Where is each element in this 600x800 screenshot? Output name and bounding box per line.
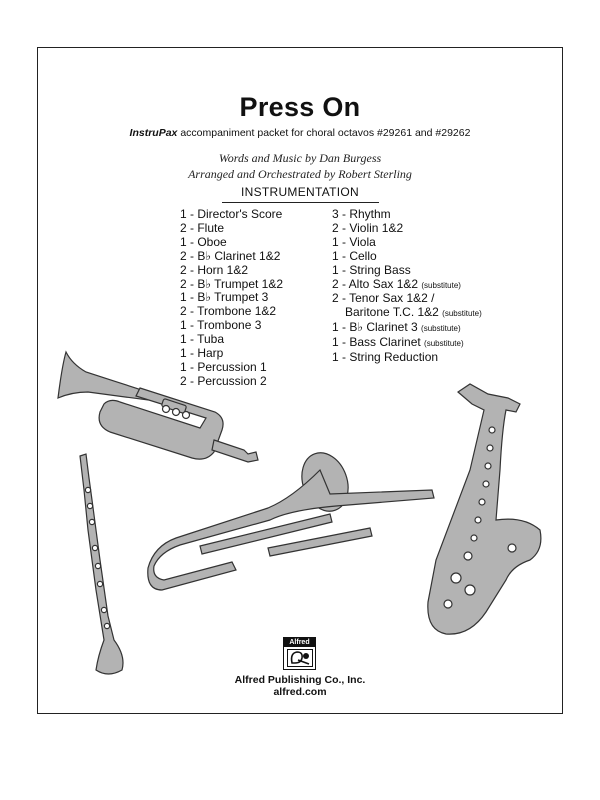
instrument-part: 2 - Tenor Sax 1&2 / <box>332 291 435 306</box>
instrument-part: 1 - B♭ Clarinet 3 <box>332 320 422 335</box>
instrument-part: Baritone T.C. 1&2 <box>345 305 443 320</box>
instrument-part: 1 - Oboe <box>180 234 227 249</box>
instrumentation-heading: INSTRUMENTATION <box>240 185 360 199</box>
instrument-part: 2 - Violin 1&2 <box>332 220 404 235</box>
instrument-part: 1 - Harp <box>180 346 224 361</box>
subtitle-text: accompaniment packet for choral octavos #29261 and #29262 <box>177 127 471 139</box>
instrument-part: 1 - Cello <box>332 248 377 263</box>
credits-arranged: Arranged and Orchestrated by Robert Sterling <box>188 167 412 181</box>
instrument-part: 3 - Rhythm <box>332 207 391 221</box>
trombone-icon <box>148 446 434 590</box>
page-title: Press On <box>239 92 361 122</box>
clarinet-icon <box>80 454 123 674</box>
instrument-substitute-note: (substitute) <box>421 324 461 334</box>
instrument-part: 2 - Alto Sax 1&2 <box>332 276 422 291</box>
instrument-part: 1 - B♭ Trumpet 3 <box>180 290 269 305</box>
instrument-part: 2 - Trombone 1&2 <box>180 304 277 319</box>
instrument-substitute-note: (substitute) <box>424 339 464 349</box>
instrument-part: 2 - Horn 1&2 <box>180 262 249 277</box>
instrument-part: 1 - String Reduction <box>332 350 439 365</box>
credits-words-music: Words and Music by Dan Burgess <box>218 151 382 165</box>
instrument-part: 1 - Bass Clarinet <box>332 335 425 350</box>
publisher <box>0 674 600 698</box>
instrument-part: 2 - Flute <box>180 220 225 235</box>
instrument-part: 2 - B♭ Clarinet 1&2 <box>180 248 281 263</box>
instrument-substitute-note: (substitute) <box>442 309 482 319</box>
publisher-name: Alfred Publishing Co., Inc. <box>234 674 366 686</box>
subtitle-brand: InstruPax <box>129 127 178 139</box>
instrument-part: 1 - Director's Score <box>180 207 283 221</box>
instrument-part: 1 - Tuba <box>180 332 225 347</box>
instrument-part: 1 - Trombone 3 <box>180 318 262 333</box>
publisher-website: alfred.com <box>273 686 327 698</box>
instrument-part: 1 - Viola <box>332 234 376 249</box>
alfred-logo-mark-icon <box>284 647 315 668</box>
instrument-part: 1 - String Bass <box>332 262 411 277</box>
instrument-part: 1 - Percussion 1 <box>180 359 267 374</box>
instrument-part: 2 - B♭ Trumpet 1&2 <box>180 276 284 291</box>
instrument-part: 2 - Percussion 2 <box>180 373 267 388</box>
alfred-logo <box>283 637 316 670</box>
alfred-logo-label: Alfred <box>284 638 315 647</box>
instrument-substitute-note: (substitute) <box>421 280 461 290</box>
saxophone-icon <box>428 384 541 634</box>
trumpet-icon <box>58 352 258 462</box>
